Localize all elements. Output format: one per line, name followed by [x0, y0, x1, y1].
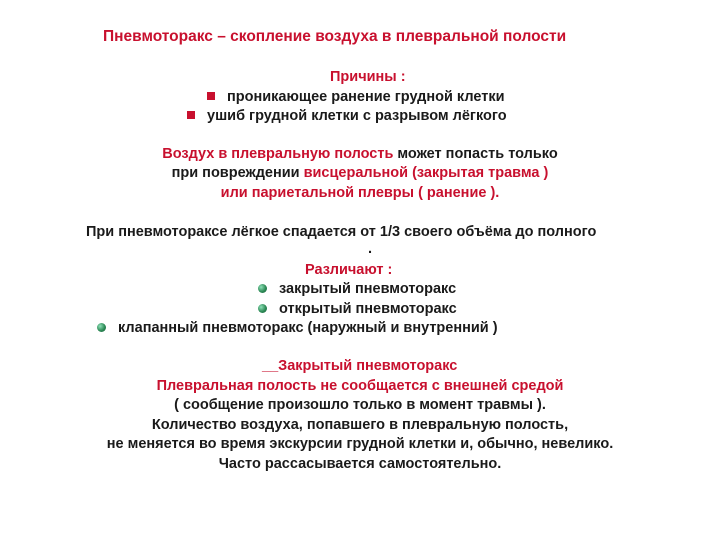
- air-entry-line-2: [0, 165, 720, 181]
- closed-line-5: Часто рассасывается самостоятельно.: [218, 456, 502, 472]
- type-item-1: [258, 281, 456, 297]
- square-bullet-icon: [207, 92, 215, 100]
- types-heading: Различают :: [305, 262, 393, 278]
- air-entry-line-3: или париетальной плевры ( ранение ).: [220, 185, 500, 201]
- type-item-2: [258, 301, 457, 317]
- air-entry-text: при повреждении: [171, 165, 304, 181]
- closed-line-3: Количество воздуха, попавшего в плевральную полость,: [151, 417, 569, 433]
- type-item-3: [97, 320, 498, 336]
- square-bullet-icon: [187, 111, 195, 119]
- sphere-bullet-icon: [258, 304, 267, 313]
- type-item-label: открытый пневмоторакс: [279, 301, 457, 317]
- air-entry-red-text: Воздух в плевральную полость: [162, 146, 394, 162]
- sphere-bullet-icon: [97, 323, 106, 332]
- cause-item-label: ушиб грудной клетки с разрывом лёгкого: [207, 108, 507, 124]
- cause-item-1: [207, 89, 505, 105]
- air-entry-text: может попасть только: [393, 146, 558, 162]
- sphere-bullet-icon: [258, 284, 267, 293]
- air-entry-red-text: висцеральной (закрытая травма ): [303, 165, 549, 181]
- collapse-dot: .: [368, 241, 373, 257]
- type-item-label: клапанный пневмоторакс (наружный и внутренний ): [118, 320, 498, 336]
- page-title: Пневмоторакс – скопление воздуха в плевральной полости: [103, 28, 567, 45]
- closed-heading: __Закрытый пневмоторакс: [262, 358, 458, 374]
- closed-line-4: не меняется во время экскурсии грудной клетки и, обычно, невелико.: [106, 436, 614, 452]
- cause-item-label: проникающее ранение грудной клетки: [227, 89, 505, 105]
- causes-heading: Причины :: [330, 69, 406, 85]
- air-entry-line-1: [0, 146, 720, 162]
- cause-item-2: [187, 108, 507, 124]
- closed-line-1: Плевральная полость не сообщается с внешней средой: [156, 378, 564, 394]
- closed-line-2: ( сообщение произошло только в момент травмы ).: [174, 397, 546, 413]
- type-item-label: закрытый пневмоторакс: [279, 281, 457, 297]
- collapse-statement: При пневмотораксе лёгкое спадается от 1/3 своего объёма до полного: [86, 224, 597, 240]
